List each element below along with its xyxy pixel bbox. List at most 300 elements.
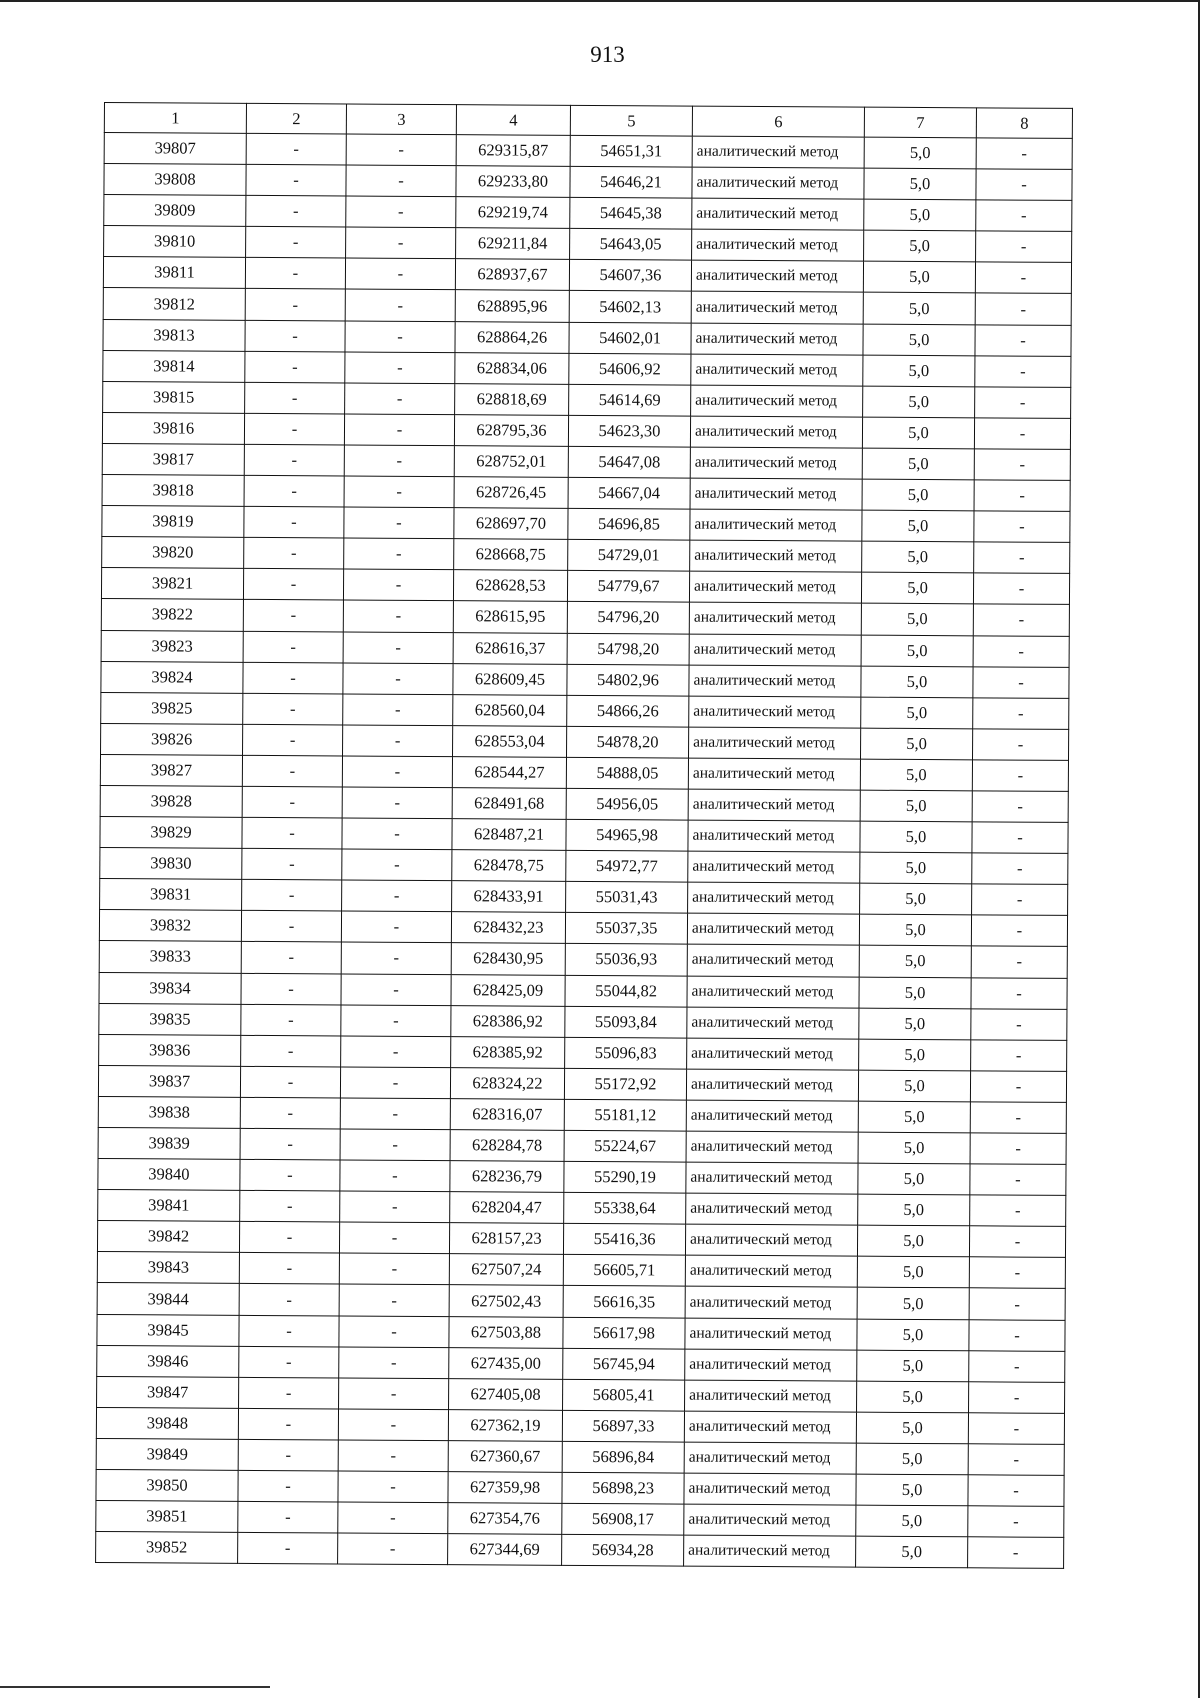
col2-cell: -	[242, 849, 342, 881]
col3-cell: -	[343, 569, 453, 601]
y-coordinate-cell: 54796,20	[567, 602, 689, 634]
method-cell: аналитический метод	[689, 727, 861, 759]
column-header: 4	[456, 105, 570, 136]
y-coordinate-cell: 54606,92	[569, 353, 691, 385]
col3-cell: -	[340, 1098, 450, 1130]
accuracy-cell: 5,0	[861, 666, 973, 698]
col3-cell: -	[338, 1533, 448, 1565]
point-number-cell: 39823	[101, 630, 243, 662]
method-cell: аналитический метод	[687, 976, 859, 1008]
col2-cell: -	[241, 942, 341, 974]
col8-cell: -	[976, 231, 1072, 263]
method-cell: аналитический метод	[684, 1411, 856, 1443]
col8-cell: -	[972, 791, 1068, 823]
col8-cell: -	[971, 946, 1067, 978]
col3-cell: -	[345, 289, 455, 321]
accuracy-cell: 5,0	[861, 604, 973, 636]
table-body	[96, 133, 1073, 1569]
col8-cell: -	[971, 1040, 1067, 1072]
col8-cell: -	[976, 138, 1072, 170]
y-coordinate-cell: 55096,83	[565, 1037, 687, 1069]
col8-cell: -	[975, 293, 1071, 325]
col2-cell: -	[240, 1066, 340, 1098]
method-cell: аналитический метод	[692, 167, 864, 199]
y-coordinate-cell: 56805,41	[563, 1379, 685, 1411]
col3-cell: -	[343, 725, 453, 757]
col8-cell: -	[974, 480, 1070, 512]
accuracy-cell: 5,0	[864, 199, 976, 231]
point-number-cell: 39816	[102, 412, 244, 444]
accuracy-cell: 5,0	[864, 230, 976, 262]
accuracy-cell: 5,0	[858, 1070, 970, 1102]
col2-cell: -	[241, 973, 341, 1005]
x-coordinate-cell: 627405,08	[449, 1378, 563, 1410]
x-coordinate-cell: 628491,68	[452, 788, 566, 820]
col2-cell: -	[245, 258, 345, 290]
method-cell: аналитический метод	[687, 945, 859, 977]
column-header: 3	[346, 104, 456, 135]
accuracy-cell: 5,0	[856, 1536, 968, 1568]
col2-cell: -	[240, 1191, 340, 1223]
col3-cell: -	[341, 1036, 451, 1068]
x-coordinate-cell: 627359,98	[448, 1472, 562, 1504]
col3-cell: -	[345, 352, 455, 384]
method-cell: аналитический метод	[689, 696, 861, 728]
col2-cell: -	[239, 1253, 339, 1285]
col2-cell: -	[244, 413, 344, 445]
col3-cell: -	[340, 1191, 450, 1223]
col2-cell: -	[240, 1097, 340, 1129]
accuracy-cell: 5,0	[859, 914, 971, 946]
point-number-cell: 39815	[103, 381, 245, 413]
point-number-cell: 39832	[99, 910, 241, 942]
accuracy-cell: 5,0	[856, 1474, 968, 1506]
scan-edge-top	[0, 0, 1200, 2]
point-number-cell: 39844	[97, 1283, 239, 1315]
col8-cell: -	[968, 1444, 1064, 1476]
accuracy-cell: 5,0	[857, 1350, 969, 1382]
point-number-cell: 39838	[98, 1096, 240, 1128]
column-header: 2	[246, 103, 346, 134]
point-number-cell: 39810	[104, 226, 246, 258]
column-header: 8	[976, 108, 1072, 139]
method-cell: аналитический метод	[685, 1349, 857, 1381]
accuracy-cell: 5,0	[863, 293, 975, 325]
col3-cell: -	[344, 414, 454, 446]
col3-cell: -	[343, 663, 453, 695]
y-coordinate-cell: 54779,67	[567, 571, 689, 603]
col3-cell: -	[343, 600, 453, 632]
accuracy-cell: 5,0	[856, 1412, 968, 1444]
col2-cell: -	[241, 911, 341, 943]
x-coordinate-cell: 628433,91	[452, 881, 566, 913]
col2-cell: -	[245, 289, 345, 321]
x-coordinate-cell: 628609,45	[453, 663, 567, 695]
x-coordinate-cell: 627362,19	[448, 1409, 562, 1441]
col2-cell: -	[246, 196, 346, 228]
col3-cell: -	[339, 1253, 449, 1285]
method-cell: аналитический метод	[691, 323, 863, 355]
x-coordinate-cell: 628430,95	[451, 943, 565, 975]
col3-cell: -	[344, 445, 454, 477]
x-coordinate-cell: 627354,76	[448, 1503, 562, 1535]
x-coordinate-cell: 628425,09	[451, 974, 565, 1006]
x-coordinate-cell: 627360,67	[448, 1441, 562, 1473]
column-header: 1	[104, 103, 246, 134]
y-coordinate-cell: 54607,36	[569, 260, 691, 292]
col8-cell: -	[970, 1133, 1066, 1165]
method-cell: аналитический метод	[689, 571, 861, 603]
col3-cell: -	[341, 973, 451, 1005]
col3-cell: -	[342, 880, 452, 912]
point-number-cell: 39850	[96, 1470, 238, 1502]
col8-cell: -	[971, 1008, 1067, 1040]
method-cell: аналитический метод	[691, 260, 863, 292]
y-coordinate-cell: 56896,84	[562, 1441, 684, 1473]
y-coordinate-cell: 56934,28	[562, 1535, 684, 1567]
y-coordinate-cell: 55338,64	[564, 1193, 686, 1225]
col3-cell: -	[341, 911, 451, 943]
x-coordinate-cell: 628487,21	[452, 819, 566, 851]
col3-cell: -	[338, 1440, 448, 1472]
y-coordinate-cell: 56908,17	[562, 1503, 684, 1535]
point-number-cell: 39836	[99, 1034, 241, 1066]
method-cell: аналитический метод	[687, 913, 859, 945]
column-header: 7	[864, 107, 976, 138]
method-cell: аналитический метод	[685, 1287, 857, 1319]
accuracy-cell: 5,0	[859, 946, 971, 978]
accuracy-cell: 5,0	[862, 541, 974, 573]
col3-cell: -	[346, 196, 456, 228]
y-coordinate-cell: 54646,21	[570, 166, 692, 198]
col2-cell: -	[246, 164, 346, 196]
col3-cell: -	[340, 1067, 450, 1099]
method-cell: аналитический метод	[686, 1069, 858, 1101]
accuracy-cell: 5,0	[859, 977, 971, 1009]
point-number-cell: 39833	[99, 941, 241, 973]
method-cell: аналитический метод	[685, 1224, 857, 1256]
y-coordinate-cell: 54623,30	[568, 415, 690, 447]
coordinates-table-wrapper	[95, 102, 1073, 1569]
y-coordinate-cell: 54647,08	[568, 446, 690, 478]
col3-cell: -	[342, 818, 452, 850]
method-cell: аналитический метод	[687, 1038, 859, 1070]
method-cell: аналитический метод	[688, 758, 860, 790]
col8-cell: -	[974, 542, 1070, 574]
x-coordinate-cell: 628284,78	[450, 1130, 564, 1162]
y-coordinate-cell: 55031,43	[566, 882, 688, 914]
x-coordinate-cell: 628544,27	[452, 757, 566, 789]
table-row	[96, 1532, 1064, 1569]
method-cell: аналитический метод	[685, 1318, 857, 1350]
point-number-cell: 39826	[101, 723, 243, 755]
accuracy-cell: 5,0	[858, 1132, 970, 1164]
col3-cell: -	[338, 1471, 448, 1503]
col3-cell: -	[345, 383, 455, 415]
y-coordinate-cell: 56617,98	[563, 1317, 685, 1349]
accuracy-cell: 5,0	[862, 479, 974, 511]
point-number-cell: 39849	[96, 1438, 238, 1470]
point-number-cell: 39827	[100, 754, 242, 786]
col3-cell: -	[339, 1378, 449, 1410]
x-coordinate-cell: 627435,00	[449, 1347, 563, 1379]
y-coordinate-cell: 55224,67	[564, 1130, 686, 1162]
accuracy-cell: 5,0	[862, 417, 974, 449]
method-cell: аналитический метод	[689, 602, 861, 634]
col3-cell: -	[344, 476, 454, 508]
method-cell: аналитический метод	[684, 1473, 856, 1505]
method-cell: аналитический метод	[686, 1162, 858, 1194]
y-coordinate-cell: 54667,04	[568, 477, 690, 509]
accuracy-cell: 5,0	[858, 1194, 970, 1226]
accuracy-cell: 5,0	[860, 790, 972, 822]
x-coordinate-cell: 629211,84	[456, 228, 570, 260]
col3-cell: -	[339, 1222, 449, 1254]
point-number-cell: 39825	[101, 692, 243, 724]
x-coordinate-cell: 628668,75	[454, 539, 568, 571]
point-number-cell: 39845	[97, 1314, 239, 1346]
y-coordinate-cell: 55181,12	[564, 1099, 686, 1131]
method-cell: аналитический метод	[689, 665, 861, 697]
col8-cell: -	[972, 760, 1068, 792]
accuracy-cell: 5,0	[861, 697, 973, 729]
col8-cell: -	[969, 1350, 1065, 1382]
col2-cell: -	[238, 1470, 338, 1502]
point-number-cell: 39851	[96, 1501, 238, 1533]
point-number-cell: 39831	[100, 879, 242, 911]
x-coordinate-cell: 627344,69	[448, 1534, 562, 1566]
method-cell: аналитический метод	[690, 478, 862, 510]
method-cell: аналитический метод	[684, 1504, 856, 1536]
y-coordinate-cell: 55036,93	[565, 944, 687, 976]
accuracy-cell: 5,0	[858, 1163, 970, 1195]
y-coordinate-cell: 54729,01	[568, 540, 690, 572]
method-cell: аналитический метод	[689, 634, 861, 666]
column-header: 6	[692, 106, 864, 137]
col3-cell: -	[341, 1005, 451, 1037]
col8-cell: -	[973, 573, 1069, 605]
col2-cell: -	[243, 569, 343, 601]
method-cell: аналитический метод	[685, 1380, 857, 1412]
x-coordinate-cell: 628324,22	[450, 1067, 564, 1099]
accuracy-cell: 5,0	[857, 1319, 969, 1351]
x-coordinate-cell: 629219,74	[456, 197, 570, 229]
y-coordinate-cell: 54956,05	[566, 788, 688, 820]
y-coordinate-cell: 55093,84	[565, 1006, 687, 1038]
x-coordinate-cell: 628615,95	[453, 601, 567, 633]
y-coordinate-cell: 54802,96	[567, 664, 689, 696]
accuracy-cell: 5,0	[861, 728, 973, 760]
col3-cell: -	[345, 258, 455, 290]
accuracy-cell: 5,0	[864, 137, 976, 169]
col8-cell: -	[974, 511, 1070, 543]
col3-cell: -	[342, 787, 452, 819]
col2-cell: -	[238, 1533, 338, 1565]
x-coordinate-cell: 628157,23	[449, 1223, 563, 1255]
x-coordinate-cell: 627507,24	[449, 1254, 563, 1286]
col2-cell: -	[239, 1315, 339, 1347]
col2-cell: -	[238, 1439, 338, 1471]
y-coordinate-cell: 54602,01	[569, 322, 691, 354]
col8-cell: -	[970, 1195, 1066, 1227]
x-coordinate-cell: 628895,96	[455, 290, 569, 322]
x-coordinate-cell: 628937,67	[455, 259, 569, 291]
col8-cell: -	[969, 1226, 1065, 1258]
scan-edge-bottom	[0, 1686, 270, 1688]
col2-cell: -	[244, 506, 344, 538]
col2-cell: -	[246, 227, 346, 259]
method-cell: аналитический метод	[690, 509, 862, 541]
y-coordinate-cell: 54696,85	[568, 508, 690, 540]
point-number-cell: 39852	[96, 1532, 238, 1564]
method-cell: аналитический метод	[688, 851, 860, 883]
point-number-cell: 39822	[101, 599, 243, 631]
point-number-cell: 39819	[102, 506, 244, 538]
col2-cell: -	[243, 693, 343, 725]
col3-cell: -	[343, 694, 453, 726]
x-coordinate-cell: 628726,45	[454, 477, 568, 509]
method-cell: аналитический метод	[688, 789, 860, 821]
accuracy-cell: 5,0	[861, 572, 973, 604]
col8-cell: -	[976, 200, 1072, 232]
col2-cell: -	[239, 1284, 339, 1316]
x-coordinate-cell: 628432,23	[451, 912, 565, 944]
accuracy-cell: 5,0	[861, 635, 973, 667]
x-coordinate-cell: 629233,80	[456, 166, 570, 198]
y-coordinate-cell: 54651,31	[570, 135, 692, 167]
y-coordinate-cell: 54645,38	[570, 198, 692, 230]
accuracy-cell: 5,0	[858, 1101, 970, 1133]
x-coordinate-cell: 628818,69	[455, 383, 569, 415]
y-coordinate-cell: 54602,13	[569, 291, 691, 323]
point-number-cell: 39807	[104, 133, 246, 165]
x-coordinate-cell: 627502,43	[449, 1285, 563, 1317]
col8-cell: -	[971, 977, 1067, 1009]
method-cell: аналитический метод	[685, 1255, 857, 1287]
point-number-cell: 39808	[104, 164, 246, 196]
method-cell: аналитический метод	[690, 447, 862, 479]
col3-cell: -	[346, 227, 456, 259]
col8-cell: -	[972, 884, 1068, 916]
y-coordinate-cell: 54866,26	[567, 695, 689, 727]
col8-cell: -	[969, 1319, 1065, 1351]
col3-cell: -	[342, 756, 452, 788]
method-cell: аналитический метод	[692, 198, 864, 230]
col8-cell: -	[968, 1475, 1064, 1507]
x-coordinate-cell: 629315,87	[456, 135, 570, 167]
col2-cell: -	[240, 1159, 340, 1191]
col8-cell: -	[973, 666, 1069, 698]
x-coordinate-cell: 628628,53	[453, 570, 567, 602]
col2-cell: -	[242, 786, 342, 818]
y-coordinate-cell: 56745,94	[563, 1348, 685, 1380]
point-number-cell: 39812	[103, 288, 245, 320]
col8-cell: -	[974, 449, 1070, 481]
accuracy-cell: 5,0	[860, 852, 972, 884]
point-number-cell: 39840	[98, 1159, 240, 1191]
col8-cell: -	[968, 1506, 1064, 1538]
point-number-cell: 39847	[97, 1376, 239, 1408]
col2-cell: -	[242, 880, 342, 912]
accuracy-cell: 5,0	[863, 386, 975, 418]
col3-cell: -	[338, 1502, 448, 1534]
x-coordinate-cell: 628478,75	[452, 850, 566, 882]
col8-cell: -	[975, 324, 1071, 356]
col8-cell: -	[969, 1382, 1065, 1414]
point-number-cell: 39848	[96, 1407, 238, 1439]
accuracy-cell: 5,0	[857, 1288, 969, 1320]
col8-cell: -	[972, 822, 1068, 854]
col2-cell: -	[243, 662, 343, 694]
col8-cell: -	[974, 418, 1070, 450]
method-cell: аналитический метод	[686, 1193, 858, 1225]
col3-cell: -	[344, 538, 454, 570]
accuracy-cell: 5,0	[860, 883, 972, 915]
point-number-cell: 39820	[102, 537, 244, 569]
col3-cell: -	[344, 507, 454, 539]
col3-cell: -	[338, 1409, 448, 1441]
col3-cell: -	[339, 1316, 449, 1348]
x-coordinate-cell: 628553,04	[453, 725, 567, 757]
col2-cell: -	[243, 724, 343, 756]
col8-cell: -	[970, 1102, 1066, 1134]
method-cell: аналитический метод	[691, 354, 863, 386]
y-coordinate-cell: 54643,05	[570, 229, 692, 261]
method-cell: аналитический метод	[686, 1100, 858, 1132]
x-coordinate-cell: 628834,06	[455, 352, 569, 384]
x-coordinate-cell: 628795,36	[454, 414, 568, 446]
point-number-cell: 39835	[99, 1003, 241, 1035]
col2-cell: -	[243, 631, 343, 663]
col3-cell: -	[346, 165, 456, 197]
accuracy-cell: 5,0	[857, 1381, 969, 1413]
y-coordinate-cell: 54965,98	[566, 819, 688, 851]
point-number-cell: 39809	[104, 195, 246, 227]
col3-cell: -	[341, 942, 451, 974]
col2-cell: -	[244, 444, 344, 476]
y-coordinate-cell: 55416,36	[563, 1224, 685, 1256]
accuracy-cell: 5,0	[856, 1505, 968, 1537]
point-number-cell: 39811	[103, 257, 245, 289]
col3-cell: -	[345, 321, 455, 353]
method-cell: аналитический метод	[684, 1442, 856, 1474]
point-number-cell: 39829	[100, 817, 242, 849]
point-number-cell: 39813	[103, 319, 245, 351]
y-coordinate-cell: 54878,20	[567, 726, 689, 758]
col2-cell: -	[239, 1222, 339, 1254]
col2-cell: -	[239, 1377, 339, 1409]
point-number-cell: 39817	[102, 443, 244, 475]
method-cell: аналитический метод	[688, 882, 860, 914]
col8-cell: -	[975, 387, 1071, 419]
col8-cell: -	[969, 1257, 1065, 1289]
col3-cell: -	[339, 1347, 449, 1379]
col8-cell: -	[968, 1413, 1064, 1445]
point-number-cell: 39842	[97, 1221, 239, 1253]
method-cell: аналитический метод	[684, 1535, 856, 1567]
y-coordinate-cell: 56605,71	[563, 1255, 685, 1287]
accuracy-cell: 5,0	[863, 355, 975, 387]
y-coordinate-cell: 54798,20	[567, 633, 689, 665]
col8-cell: -	[973, 698, 1069, 730]
col8-cell: -	[968, 1537, 1064, 1569]
accuracy-cell: 5,0	[857, 1256, 969, 1288]
x-coordinate-cell: 628385,92	[451, 1036, 565, 1068]
col8-cell: -	[973, 635, 1069, 667]
y-coordinate-cell: 54888,05	[566, 757, 688, 789]
y-coordinate-cell: 56897,33	[562, 1410, 684, 1442]
col8-cell: -	[973, 604, 1069, 636]
